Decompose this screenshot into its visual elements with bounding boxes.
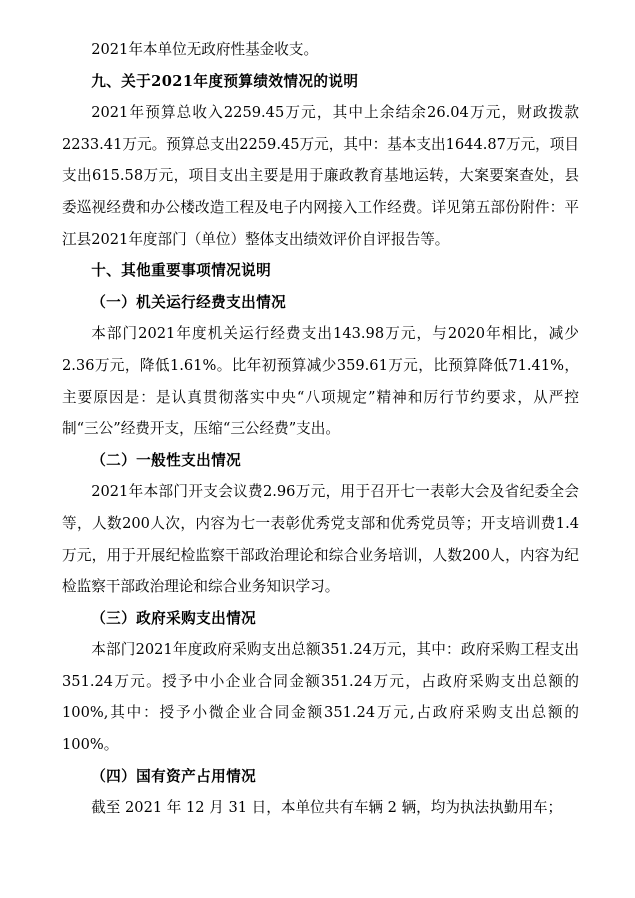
- paragraph-gov-fund: 2021年本单位无政府性基金收支。: [91, 41, 319, 58]
- paragraph-subsection-three-body: 本部门2021年度政府采购支出总额351.24万元，其中：政府采购工程支出351.24万元。授予中小企业合同金额351.24万元，占政府采购支出总额的100%,其中：授予小微企业合同金额351.24万元,占政府采购支出总额的100%。: [62, 641, 579, 754]
- heading-subsection-two: （二）一般性支出情况: [91, 451, 242, 469]
- heading-subsection-one: （一）机关运行经费支出情况: [91, 293, 287, 311]
- heading-section-nine: 九、关于2021年度预算绩效情况的说明: [91, 72, 359, 90]
- heading-section-ten: 十、其他重要事项情况说明: [91, 262, 272, 280]
- document-body: [62, 34, 579, 824]
- paragraph-subsection-four-body: 截至 2021 年 12 月 31 日，本单位共有车辆 2 辆，均为执法执勤用车；: [91, 799, 563, 817]
- heading-subsection-three: （三）政府采购支出情况: [91, 609, 257, 627]
- paragraph-section-nine-body: 2021年预算总收入2259.45万元，其中上余结余26.04万元，财政拨款2233.41万元。预算总支出2259.45万元，其中：基本支出1644.87万元，项目支出615.58万元，项目支出主要是用于廉政教育基地运转，大案要案查处，县委巡视经费和办公楼改造工程及电子内网接入工作经费。详见第五部份附件：平江县2021年度部门（单位）整体支出绩效评价自评报告等。: [62, 104, 579, 248]
- paragraph-subsection-one-body: 本部门2021年度机关运行经费支出143.98万元，与2020年相比，减少2.36万元，降低1.61%。比年初预算减少359.61万元，比预算降低71.41%，主要原因是：是认真贯彻落实中央“八项规定”精神和厉行节约要求，从严控制“三公”经费开支，压缩“三公经费”支出。: [62, 325, 579, 438]
- paragraph-subsection-two-body: 2021年本部门开支会议费2.96万元，用于召开七一表彰大会及省纪委全会等，人数200人次，内容为七一表彰优秀党支部和优秀党员等；开支培训费1.4万元，用于开展纪检监察干部政治理论和综合业务培训，人数200人，内容为纪检监察干部政治理论和综合业务知识学习。: [62, 483, 579, 596]
- heading-subsection-four: （四）国有资产占用情况: [91, 767, 257, 785]
